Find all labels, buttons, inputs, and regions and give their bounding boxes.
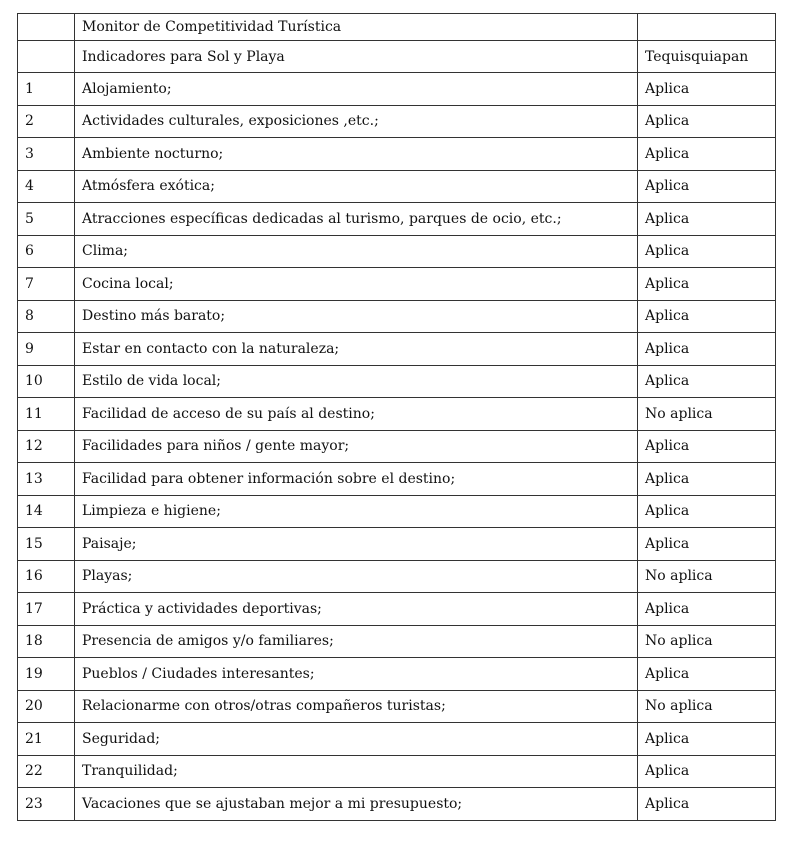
row-value: No aplica	[638, 690, 776, 723]
row-number: 5	[18, 203, 75, 236]
row-value: Aplica	[638, 788, 776, 821]
row-value: Aplica	[638, 723, 776, 756]
row-indicator: Alojamiento;	[75, 73, 638, 106]
header-row	[18, 41, 776, 73]
row-value: Aplica	[638, 593, 776, 626]
row-number: 3	[18, 138, 75, 171]
row-number: 13	[18, 463, 75, 496]
row-value: Aplica	[638, 300, 776, 333]
table-row	[18, 430, 776, 463]
table-row	[18, 398, 776, 431]
row-indicator: Ambiente nocturno;	[75, 138, 638, 171]
table-row	[18, 170, 776, 203]
table-row	[18, 690, 776, 723]
row-indicator: Facilidad de acceso de su país al destino;	[75, 398, 638, 431]
row-indicator: Paisaje;	[75, 528, 638, 561]
table-row	[18, 268, 776, 301]
row-value: No aplica	[638, 398, 776, 431]
row-number: 7	[18, 268, 75, 301]
row-indicator: Clima;	[75, 235, 638, 268]
row-number: 2	[18, 105, 75, 138]
row-indicator: Pueblos / Ciudades interesantes;	[75, 658, 638, 691]
row-value: Aplica	[638, 430, 776, 463]
row-number: 10	[18, 365, 75, 398]
title-row	[18, 14, 776, 41]
row-number: 1	[18, 73, 75, 106]
table-row	[18, 495, 776, 528]
row-indicator: Tranquilidad;	[75, 755, 638, 788]
title-value-cell	[638, 14, 776, 41]
row-value: Aplica	[638, 658, 776, 691]
row-indicator: Limpieza e higiene;	[75, 495, 638, 528]
row-number: 4	[18, 170, 75, 203]
row-indicator: Estilo de vida local;	[75, 365, 638, 398]
row-number: 11	[18, 398, 75, 431]
row-value: Aplica	[638, 203, 776, 236]
row-number: 9	[18, 333, 75, 366]
row-indicator: Práctica y actividades deportivas;	[75, 593, 638, 626]
row-number: 8	[18, 300, 75, 333]
row-number: 23	[18, 788, 75, 821]
row-value: Aplica	[638, 235, 776, 268]
row-indicator: Destino más barato;	[75, 300, 638, 333]
row-indicator: Facilidades para niños / gente mayor;	[75, 430, 638, 463]
row-number: 20	[18, 690, 75, 723]
table-row	[18, 300, 776, 333]
row-indicator: Estar en contacto con la naturaleza;	[75, 333, 638, 366]
table-row	[18, 560, 776, 593]
table-row	[18, 463, 776, 496]
title-num-cell	[18, 14, 75, 41]
row-number: 16	[18, 560, 75, 593]
row-indicator: Vacaciones que se ajustaban mejor a mi presupuesto;	[75, 788, 638, 821]
row-value: No aplica	[638, 560, 776, 593]
row-indicator: Cocina local;	[75, 268, 638, 301]
row-number: 15	[18, 528, 75, 561]
row-indicator: Actividades culturales, exposiciones ,etc.;	[75, 105, 638, 138]
row-value: Aplica	[638, 268, 776, 301]
row-number: 22	[18, 755, 75, 788]
table-row	[18, 105, 776, 138]
table-row	[18, 333, 776, 366]
row-number: 19	[18, 658, 75, 691]
row-value: Aplica	[638, 105, 776, 138]
table-row	[18, 528, 776, 561]
row-indicator: Playas;	[75, 560, 638, 593]
row-value: Aplica	[638, 73, 776, 106]
row-number: 21	[18, 723, 75, 756]
row-indicator: Relacionarme con otros/otras compañeros turistas;	[75, 690, 638, 723]
header-num-cell	[18, 41, 75, 73]
row-value: Aplica	[638, 495, 776, 528]
table-body	[18, 14, 776, 821]
table-row	[18, 73, 776, 106]
table-row	[18, 625, 776, 658]
table-title: Monitor de Competitividad Turística	[75, 14, 638, 41]
row-value: Aplica	[638, 755, 776, 788]
table-row	[18, 658, 776, 691]
row-number: 12	[18, 430, 75, 463]
row-number: 18	[18, 625, 75, 658]
row-value: Aplica	[638, 528, 776, 561]
row-value: Aplica	[638, 463, 776, 496]
row-number: 6	[18, 235, 75, 268]
row-indicator: Atracciones específicas dedicadas al turismo, parques de ocio, etc.;	[75, 203, 638, 236]
table-row	[18, 138, 776, 171]
row-value: Aplica	[638, 138, 776, 171]
row-indicator: Presencia de amigos y/o familiares;	[75, 625, 638, 658]
table-row	[18, 365, 776, 398]
row-indicator: Atmósfera exótica;	[75, 170, 638, 203]
table-row	[18, 203, 776, 236]
row-indicator: Seguridad;	[75, 723, 638, 756]
header-indicator: Indicadores para Sol y Playa	[75, 41, 638, 73]
row-value: Aplica	[638, 333, 776, 366]
table-row	[18, 723, 776, 756]
row-value: Aplica	[638, 365, 776, 398]
row-value: No aplica	[638, 625, 776, 658]
row-indicator: Facilidad para obtener información sobre el destino;	[75, 463, 638, 496]
table-row	[18, 755, 776, 788]
table-row	[18, 788, 776, 821]
row-number: 14	[18, 495, 75, 528]
indicators-table	[17, 13, 776, 821]
row-number: 17	[18, 593, 75, 626]
table-row	[18, 593, 776, 626]
row-value: Aplica	[638, 170, 776, 203]
table-row	[18, 235, 776, 268]
header-destination: Tequisquiapan	[638, 41, 776, 73]
